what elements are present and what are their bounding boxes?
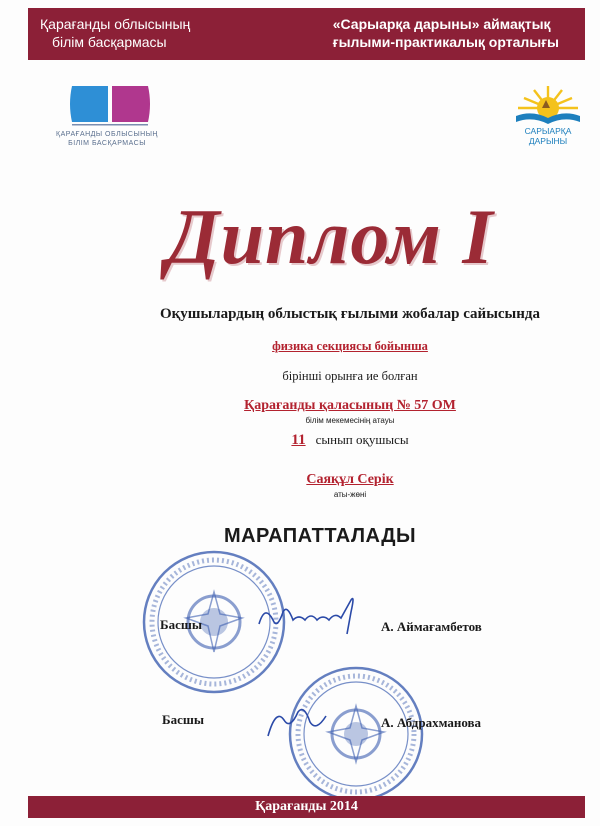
signature-icon <box>255 590 375 640</box>
left-logo-caption-line2: БІЛІМ БАСҚАРМАСЫ <box>68 140 146 147</box>
intro-text: Оқушылардың облыстық ғылыми жобалар сайысында <box>159 306 541 322</box>
left-logo-caption-line1: ҚАРАҒАНДЫ ОБЛЫСЫНЫҢ <box>56 131 158 138</box>
left-logo-caption <box>52 130 162 148</box>
signer-name: А. Аймағамбетов <box>381 619 482 634</box>
right-logo-caption: САРЫАРҚА ДАРЫНЫ <box>524 126 572 146</box>
grade-text: сынып оқушысы <box>315 432 409 447</box>
diploma-title: Диплом I <box>166 193 494 280</box>
header-banner <box>28 8 585 60</box>
header-left-line2: білім басқармасы <box>52 34 167 50</box>
header-left-line1: Қарағанды облысының <box>40 16 191 32</box>
header-left <box>40 15 190 51</box>
school-caption: білім мекемесінің атауы <box>305 416 395 425</box>
header-right-line1: «Сарыарқа дарыны» аймақтық <box>332 16 551 32</box>
grade-line <box>0 432 600 449</box>
header-right <box>333 15 559 51</box>
student-name: Саяқұл Серік <box>306 472 394 487</box>
grade-number: 11 <box>291 432 306 448</box>
signer-role: Басшы <box>162 712 204 727</box>
footer-banner: Қарағанды 2014 <box>28 796 585 818</box>
section-text: физика секциясы бойынша <box>272 339 428 353</box>
signer-name: А. Абдрахманова <box>381 715 482 730</box>
header-right-line2: ғылыми-практикалық орталығы <box>332 34 559 50</box>
award-text: МАРАПАТТАЛАДЫ <box>223 525 417 547</box>
signature-icon <box>262 700 332 740</box>
student-caption: аты-жөні <box>333 490 367 499</box>
place-text: бірінші орынға ие болған <box>282 369 418 383</box>
school-name: Қарағанды қаласының № 57 ОМ <box>244 398 456 413</box>
signer-role: Басшы <box>160 617 202 632</box>
